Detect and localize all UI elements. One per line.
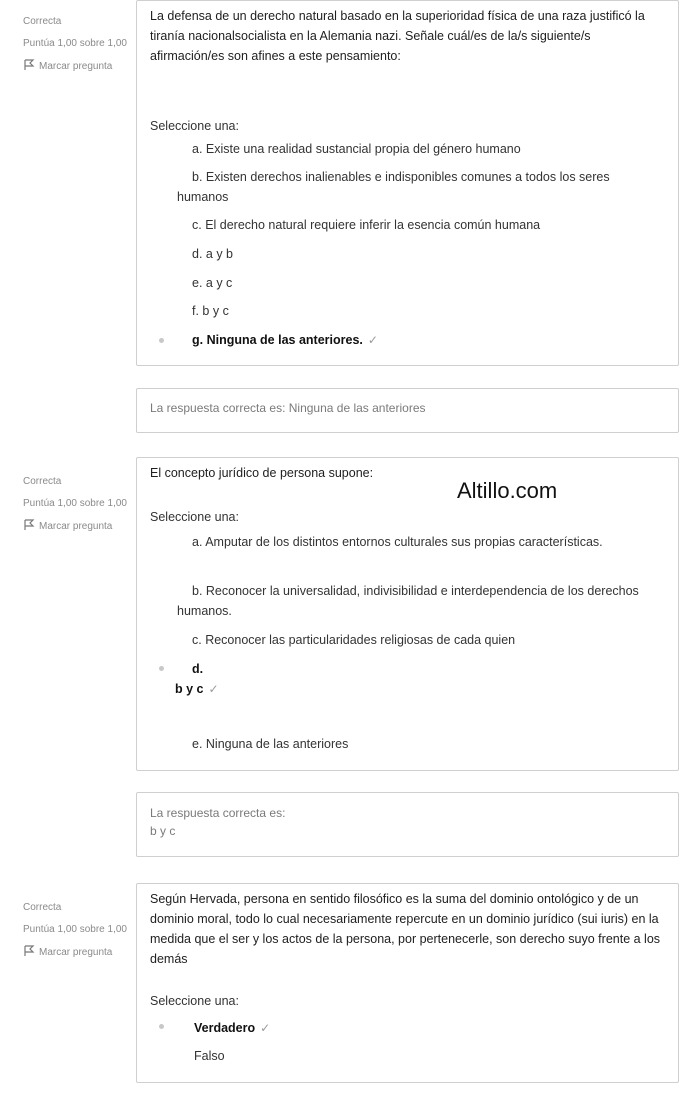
flag-icon xyxy=(23,519,35,531)
answer-option-true[interactable]: Verdadero ✓ xyxy=(194,1018,658,1038)
question-info-3 xyxy=(23,898,133,962)
question-info-2 xyxy=(23,472,133,536)
question-text: El concepto jurídico de persona supone: xyxy=(150,466,374,480)
question-panel-3 xyxy=(136,883,679,1083)
flag-icon xyxy=(23,59,35,71)
flag-question-label: Marcar pregunta xyxy=(39,947,113,958)
answer-option-d[interactable]: d. xyxy=(192,662,204,676)
answer-option-d[interactable]: d. a y b xyxy=(192,247,233,261)
answer-option-false[interactable]: Falso xyxy=(194,1049,225,1063)
feedback-panel-1 xyxy=(136,388,679,433)
check-icon: ✓ xyxy=(208,682,219,696)
correct-answer-text: La respuesta correcta es: Ninguna de las anteriores xyxy=(150,401,426,415)
check-icon: ✓ xyxy=(260,1021,271,1035)
flag-question-label: Marcar pregunta xyxy=(39,61,113,72)
flag-icon xyxy=(23,945,35,957)
correct-answer-value: b y c xyxy=(150,824,176,838)
question-panel-1 xyxy=(136,0,679,366)
radio-selected[interactable] xyxy=(159,666,164,671)
answer-prompt: Seleccione una: xyxy=(150,994,239,1008)
answer-option-c[interactable]: c. Reconocer las particularidades religiosas de cada quien xyxy=(192,633,516,647)
feedback-panel-2 xyxy=(136,792,679,857)
question-text: La defensa de un derecho natural basado en la superioridad física de una raza justificó la tiranía nacionalsocialista en la Alemania nazi. Señale cuál/es de la/s siguiente/s afirmación/es son afines a este pensamiento: xyxy=(150,9,645,63)
answer-option-a[interactable]: a. Amputar de los distintos entornos culturales sus propias características. xyxy=(192,535,603,549)
answer-option-e[interactable]: e. Ninguna de las anteriores xyxy=(192,737,349,751)
question-panel-2 xyxy=(136,457,679,771)
question-state: Correcta xyxy=(23,902,62,913)
answer-option-f[interactable]: f. b y c xyxy=(192,304,229,318)
answer-option-d-text[interactable]: b y c ✓ xyxy=(175,679,658,699)
radio-selected[interactable] xyxy=(159,338,164,343)
answer-option-b[interactable]: b. Reconocer la universalidad, indivisibilidad e interdependencia de los derechos humanos. xyxy=(177,584,639,618)
flag-question-link[interactable] xyxy=(23,944,133,962)
flag-question-link[interactable] xyxy=(23,518,133,536)
answer-option-e[interactable]: e. a y c xyxy=(192,276,233,290)
question-state: Correcta xyxy=(23,16,62,27)
watermark: Altillo.com xyxy=(457,478,558,503)
question-grade: Puntúa 1,00 sobre 1,00 xyxy=(23,38,127,49)
question-info-1 xyxy=(23,12,133,76)
answer-prompt: Seleccione una: xyxy=(150,510,239,524)
question-grade: Puntúa 1,00 sobre 1,00 xyxy=(23,924,127,935)
question-state: Correcta xyxy=(23,476,62,487)
flag-question-link[interactable] xyxy=(23,58,133,76)
flag-question-label: Marcar pregunta xyxy=(39,521,113,532)
question-text: Según Hervada, persona en sentido filosófico es la suma del dominio ontológico y de un dominio moral, todo lo cual necesariamente repercute en un dominio jurídico (sui iuris) en la medida que el ser y los actos de la persona, por pertenecerle, son derecho suyo frente a los demás xyxy=(150,892,661,966)
answer-option-g[interactable]: g. Ninguna de las anteriores. ✓ xyxy=(177,330,658,350)
radio-selected[interactable] xyxy=(159,1024,164,1029)
answer-option-a[interactable]: a. Existe una realidad sustancial propia del género humano xyxy=(192,142,521,156)
answer-option-c[interactable]: c. El derecho natural requiere inferir la esencia común humana xyxy=(192,218,541,232)
check-icon: ✓ xyxy=(367,333,378,347)
correct-answer-label: La respuesta correcta es: xyxy=(150,806,286,820)
answer-option-b[interactable]: b. Existen derechos inalienables e indisponibles comunes a todos los seres humanos xyxy=(177,170,610,204)
question-grade: Puntúa 1,00 sobre 1,00 xyxy=(23,498,127,509)
answer-prompt: Seleccione una: xyxy=(150,119,239,133)
